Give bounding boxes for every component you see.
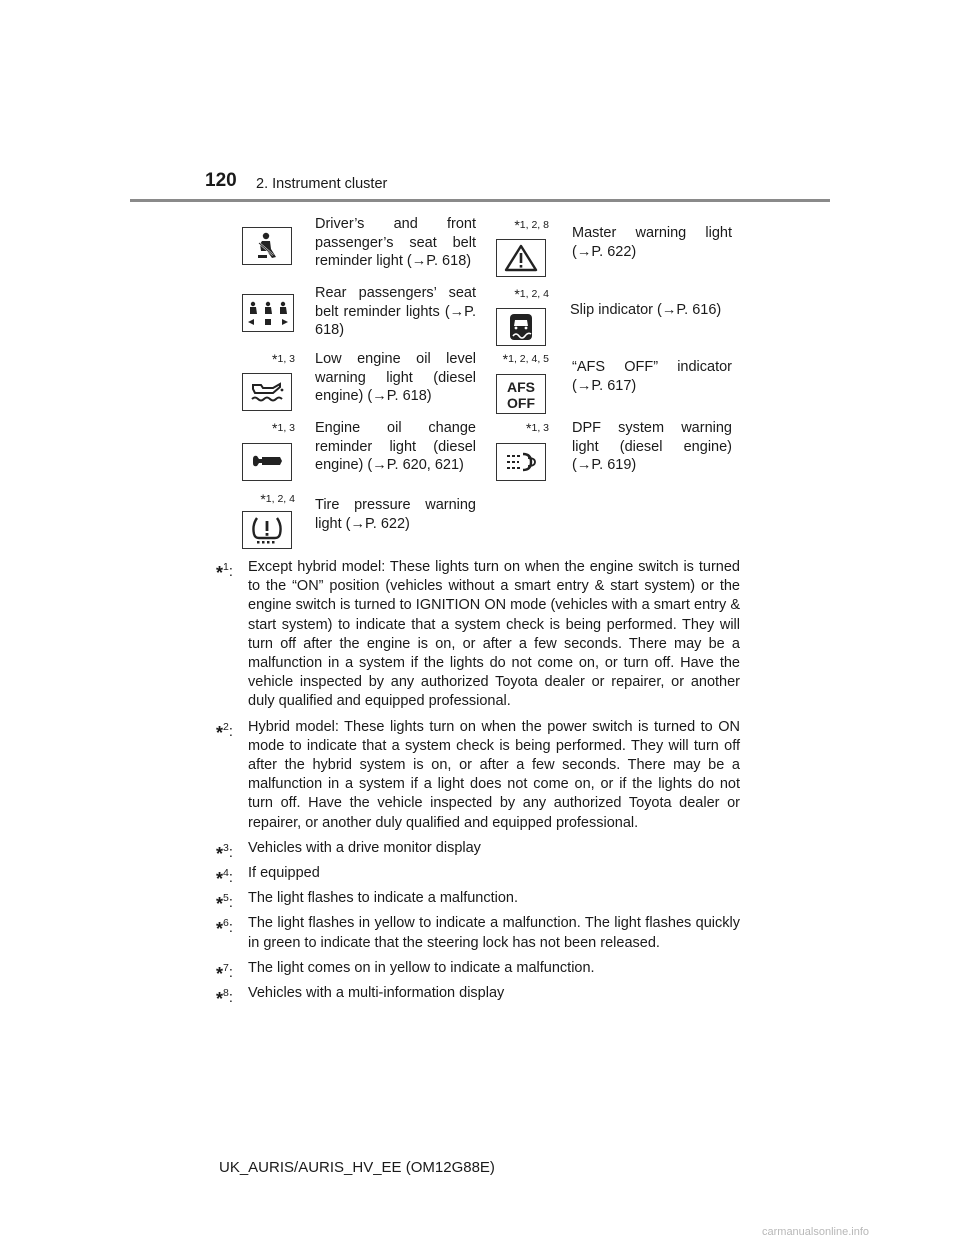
footnote: *$^3$: Vehicles with a drive monitor display: [216, 839, 481, 864]
oil-level-icon: [242, 373, 292, 411]
indicator-description: DPF system warning light (diesel engine) (→P. 619): [572, 420, 732, 473]
indicator-description: Engine oil change reminder light (diesel engine) (→P. 620, 621): [315, 420, 476, 473]
footer-document-id: UK_AURIS/AURIS_HV_EE (OM12G88E): [219, 1159, 495, 1176]
svg-text:OFF: OFF: [507, 395, 535, 411]
footnote: *$^5$: The light flashes to indicate a malfunction.: [216, 890, 519, 915]
seat-belt-icon: [242, 227, 292, 265]
wrench-icon: [242, 443, 292, 481]
indicator-description: Tire pressure warning light (→P. 622): [315, 497, 476, 532]
dpf-icon: [496, 443, 546, 481]
footnote: *$^6$: The light flashes in yellow to indicate a malfunction. The light flashes quickly in green to indicate that the steering lock has not been released.: [216, 915, 740, 951]
footnote-markers: *1, 2, 4, 5: [502, 351, 549, 367]
indicator-description: Slip indicator (→P. 616): [570, 302, 722, 318]
footnote-markers: *1, 3: [272, 351, 295, 367]
svg-text:AFS: AFS: [507, 379, 535, 395]
footnote: *$^1$: Except hybrid model: These lights turn on when the engine switch is turned to the “ON” position (vehicles without a smart entry & start system) or the engine switch is turned to IGNITION ON mode (vehicles with a smart entry & start system) to indicate that a system check is being performed. They will turn off after the engine is on, or after a few seconds. There may be a malfunction in a system if the lights do not come on, or turn off. Have the vehicle inspected by any authorized Toyota dealer or repairer, or another duly qualified and equipped professional.: [216, 559, 740, 710]
footnote-markers: *1, 3: [272, 420, 295, 436]
footnote-markers: *1, 2, 4: [260, 491, 295, 507]
tire-pressure-icon: [242, 511, 292, 549]
footnote-markers: *1, 2, 4: [514, 286, 549, 302]
watermark: carmanualsonline.info: [762, 1226, 870, 1238]
page-number: 120: [205, 170, 237, 191]
footnote: *$^8$: Vehicles with a multi-information display: [216, 985, 505, 1009]
afs-off-icon: [496, 374, 546, 414]
footnote: *$^7$: The light comes on in yellow to indicate a malfunction.: [216, 959, 595, 984]
header-rule: [130, 199, 830, 202]
section-title: 2. Instrument cluster: [256, 176, 388, 192]
indicator-description: Rear passengers’ seat belt reminder lights (→P. 618): [315, 285, 476, 338]
indicator-description: Low engine oil level warning light (diesel engine) (→P. 618): [315, 351, 476, 404]
indicator-description: “AFS OFF” indicator (→P. 617): [572, 359, 732, 394]
warning-triangle-icon: [496, 239, 546, 277]
footnotes: [216, 558, 740, 1009]
footnote-markers: *1, 3: [526, 420, 549, 436]
indicator-description: Driver’s and front passenger’s seat belt reminder light (→P. 618): [315, 216, 476, 269]
indicator-description: Master warning light (→P. 622): [572, 225, 732, 260]
footnote: *$^2$: Hybrid model: These lights turn on when the power switch is turned to ON mode to indicate that a system check is being performed. They will turn off after the hybrid system is on, or after a few seconds. There may be a malfunction in a system if a light does not come on, or if the lights do not turn off. Have the vehicle inspected by any authorized Toyota dealer or repairer, or another duly qualified and equipped professional.: [216, 718, 740, 831]
footnote: *$^4$: If equipped: [216, 865, 320, 889]
slip-indicator-icon: [496, 308, 546, 346]
footnote-markers: *1, 2, 8: [514, 217, 549, 233]
rear-seat-belt-icon: [242, 294, 294, 332]
